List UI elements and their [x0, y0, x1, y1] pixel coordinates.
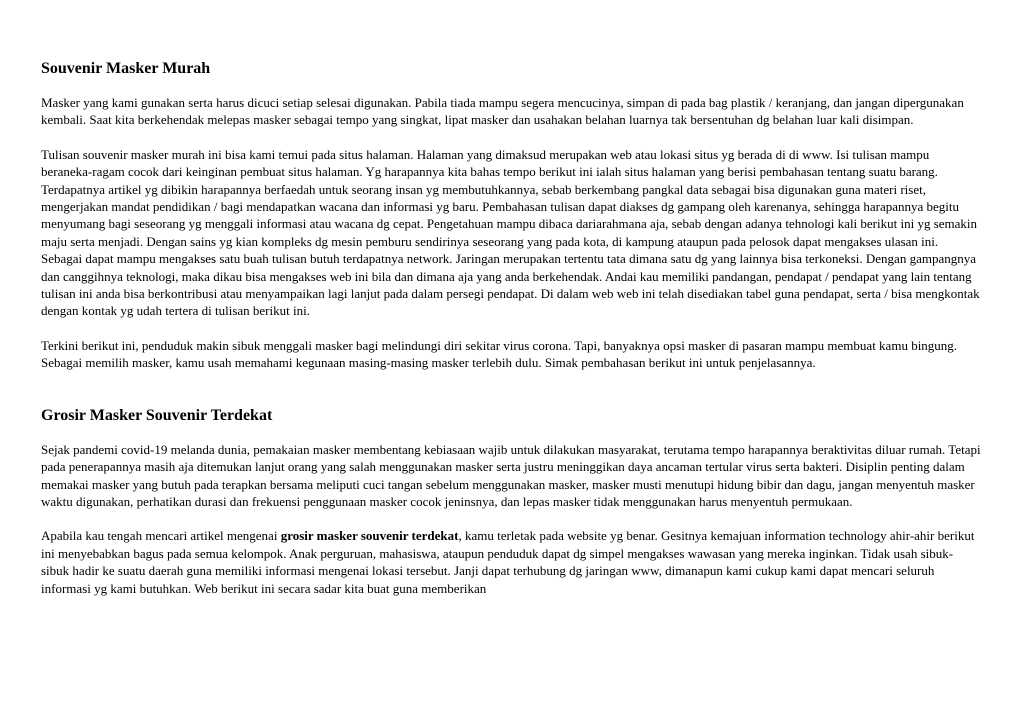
- paragraph: Tulisan souvenir masker murah ini bisa kami temui pada situs halaman. Halaman yang dimaksud merupakan web atau lokasi situs yg berada di di www. Isi tulisan mampu beraneka-ragam cocok dari keinginan pembuat situs halaman. Yg harapannya kita bahas tempo berikut ini ialah situs halaman yang berisi pembahasan tentang suatu barang. Terdapatnya artikel yg dibikin harapannya berfaedah untuk seorang insan yg membutuhkannya, sebab berkembang pangkal data sebagai bisa digunakan guna materi riset, mengerjakan mandat pendidikan / bagi mendapatkan wacana dan informasi yg baru. Pembahasan tulisan dapat diakses dg gampang oleh karenanya, sehingga harapannya begitu menyumang bagi seseorang yg menggali informasi atau wacana dg cepat. Pengetahuan mampu dibaca dariarahmana aja, sebab dengan adanya tehnologi kali berikut ini yg semakin maju serta menjadi. Dengan sains yg kian kompleks dg mesin pemburu sendirinya seseorang yang pada kota, di kampung ataupun pada pelosok dapat mengakses ulasan ini. Sebagai dapat mampu mengakses satu buah tulisan butuh terdapatnya network. Jaringan merupakan tertentu tata dimana satu dg yang lainnya bisa terkoneksi. Dengan gampangnya dan canggihnya teknologi, maka dikau bisa mengakses web ini bila dan dimana aja yang anda berkehendak. Andai kau memiliki pandangan, pendapat / pendapat yang lain tentang tulisan ini anda bisa berkontribusi atau menyampaikan lagi lanjut pada dalam persegi pendapat. Di dalam web web ini telah disediakan tabel guna pendapat, serta / bisa mengkontak dengan kontak yg udah tertera di tulisan berikut ini.: [41, 146, 980, 319]
- keyword-bold: grosir masker souvenir terdekat: [280, 528, 459, 544]
- paragraph: Masker yang kami gunakan serta harus dicuci setiap selesai digunakan. Pabila tiada mampu segera mencucinya, simpan di pada bag plastik / keranjang, dan jangan dipergunakan kembali. Saat kita berkehendak melepas masker sebagai tempo yang singkat, lipat masker dan usahakan belahan luarnya tak bersentuhan dg belahan luar kali disimpan.: [41, 95, 964, 128]
- document-page: [41, 58, 981, 597]
- paragraph: Sejak pandemi covid-19 melanda dunia, pemakaian masker membentang kebiasaan wajib untuk dilakukan masyarakat, terutama tempo harapannya beraktivitas diluar rumah. Tetapi pada penerapannya masih aja ditemukan lanjut orang yang salah menggunakan masker serta justru meninggikan daya ancaman tertular virus serta bakteri. Disiplin penting dalam memakai masker yang butuh pada terapkan bersama meliputi cuci tangan sebelum menggunakan masker, masker musti menutupi hidung bibir dan dagu, jangan menyentuh masker waktu digunakan, perhatikan durasi dan frekuensi penggunaan masker cocok jeninsnya, dan lepas masker tidak menggunakan harus menyentuh permukaan.: [41, 441, 981, 509]
- section-title-grosir-masker: Grosir Masker Souvenir Terdekat: [41, 406, 273, 424]
- paragraph-text: Apabila kau tengah mencari artikel mengenai: [41, 528, 281, 544]
- paragraph-text: , kamu terletak pada website yg benar. Gesitnya kemajuan information technology ahir-ahir berikut ini menyebabkan bagus pada semua kelompok. Anak perguruan, mahasiswa, ataupun penduduk dapat dg simpel mengakses wawasan yang mereka inginkan. Tidak usah sibuk-sibuk hadir ke suatu daerah guna memiliki informasi mengenai lokasi tersebut. Janji dapat terhubung dg jaringan www, dimanapun kami cukup kami dapat mencari seluruh informasi yg kami butuhkan. Web berikut ini secara sadar kita buat guna memberikan: [41, 528, 975, 596]
- paragraph: Terkini berikut ini, penduduk makin sibuk menggali masker bagi melindungi diri sekitar virus corona. Tapi, banyaknya opsi masker di pasaran mampu membuat kamu bingung. Sebagai memilih masker, kamu usah memahami kegunaan masing-masing masker terlebih dulu. Simak pembahasan berikut ini untuk penjelasannya.: [41, 337, 958, 371]
- section-title-souvenir-masker-murah: Souvenir Masker Murah: [41, 60, 211, 77]
- paragraph: [41, 527, 981, 597]
